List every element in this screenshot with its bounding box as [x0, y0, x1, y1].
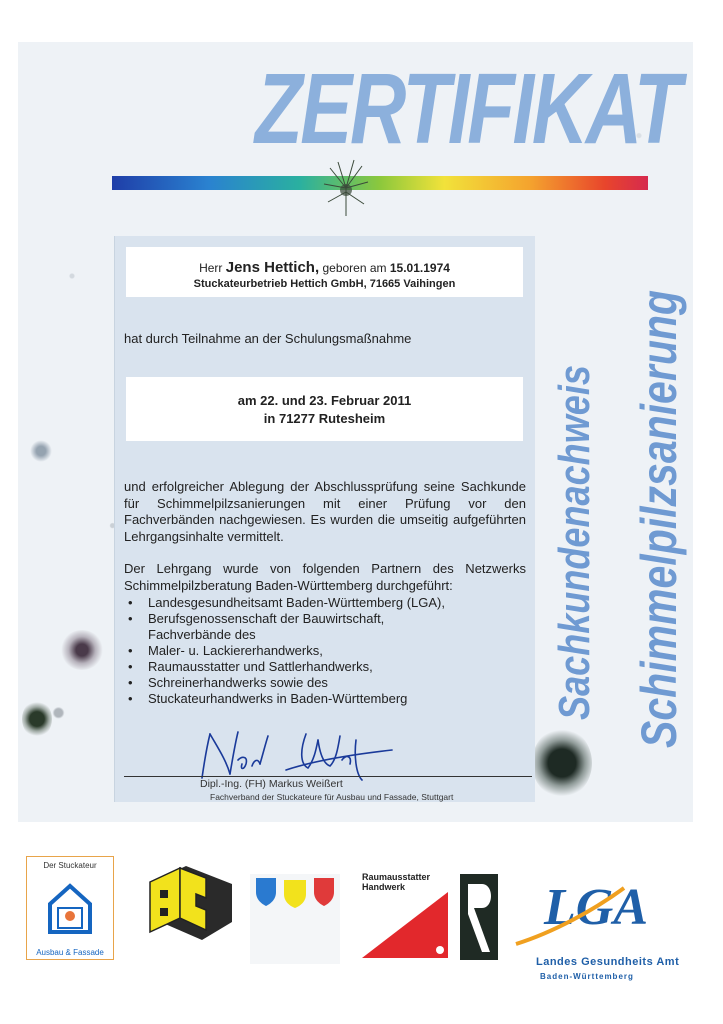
bullet-icon: • [128, 643, 133, 658]
bullet-icon: • [128, 675, 133, 690]
raumausstatter-triangle-icon [362, 870, 448, 962]
stuckateur-logo-bottom-text: Ausbau & Fassade [36, 948, 104, 957]
list-item: Fachverbände des [148, 627, 256, 642]
list-item: • Landesgesundheitsamt Baden-Württemberg (LGA), [128, 595, 445, 610]
lga-name: Landes Gesundheits Amt [536, 956, 680, 968]
born-label: geboren am [322, 261, 387, 275]
event-place: in 71277 Rutesheim [263, 411, 386, 426]
recipient-name: Jens Hettich, [225, 259, 320, 276]
recipient-company: Stuckateurbetrieb Hettich GmbH, 71665 Vaihingen [193, 278, 456, 290]
intro-text: hat durch Teilnahme an der Schulungsmaßnahme [124, 331, 412, 346]
mold-speckle [30, 440, 52, 462]
recipient-box [126, 247, 523, 297]
maler-shields-logo-icon [250, 874, 340, 964]
mold-speckle [532, 728, 592, 798]
raumausstatter-logo-text: Raumausstatter Handwerk [362, 872, 431, 892]
signature-line [124, 776, 532, 777]
recipient-line [126, 259, 523, 276]
partner-list [124, 595, 524, 707]
bullet-icon: • [128, 659, 133, 674]
bullet-icon: • [128, 611, 133, 626]
raumausstatter-logo [362, 870, 448, 962]
signatory-organization: Fachverband der Stuckateure für Ausbau und Fassade, Stuttgart [210, 792, 454, 802]
stuckateur-logo [26, 856, 114, 960]
bullet-icon: • [128, 691, 133, 706]
mold-plant-icon [320, 158, 372, 218]
rainbow-bar [112, 176, 648, 190]
mold-speckle [22, 700, 52, 738]
event-date: am 22. und 23. Februar 2011 [237, 393, 412, 408]
event-box [126, 377, 523, 441]
recipient-prefix: Herr [199, 261, 223, 275]
lga-logo [510, 870, 710, 980]
list-item: • Berufsgenossenschaft der Bauwirtschaft, [128, 611, 385, 626]
schreiner-r-logo-icon [460, 874, 498, 960]
list-item: • Stuckateurhandwerks in Baden-Württemberg [128, 691, 408, 706]
stuckateur-logo-top-text: Der Stuckateur [43, 861, 97, 870]
lga-mark-icon [514, 870, 654, 950]
lga-region: Baden-Württemberg [540, 972, 634, 981]
list-item: • Raumausstatter und Sattlerhandwerks, [128, 659, 373, 674]
bullet-icon: • [128, 595, 133, 610]
partners-intro: Der Lehrgang wurde von folgenden Partnern des Netzwerks Schimmelpilzberatung Baden-Württemberg durchgeführt: [124, 561, 526, 593]
birthdate: 15.01.1974 [389, 261, 450, 275]
result-paragraph: und erfolgreicher Ablegung der Abschlussprüfung seine Sachkunde für Schimmelpilzsanierungen mit einer Prüfung vor den Fachverbänden nachgewiesen. Es wurden die umseitig aufgeführten Lehrgangsinhalte vermittelt. [124, 479, 526, 544]
side-title-sachkundenachweis: Sachkundenachweis [550, 365, 599, 720]
side-title-schimmelpilzsanierung: Schimmelpilzsanierung [631, 290, 687, 748]
house-icon [27, 870, 113, 940]
list-item: • Maler- u. Lackiererhandwerks, [128, 643, 323, 658]
list-item: • Schreinerhandwerks sowie des [128, 675, 328, 690]
signatory-name: Dipl.-Ing. (FH) Markus Weißert [200, 778, 343, 790]
certificate-title: ZERTIFIKAT [255, 53, 680, 165]
lga-mark-text: LGA [544, 879, 648, 936]
partner-logos [0, 850, 723, 981]
mold-speckle [60, 630, 104, 670]
bg-bau-logo-icon [146, 860, 236, 946]
